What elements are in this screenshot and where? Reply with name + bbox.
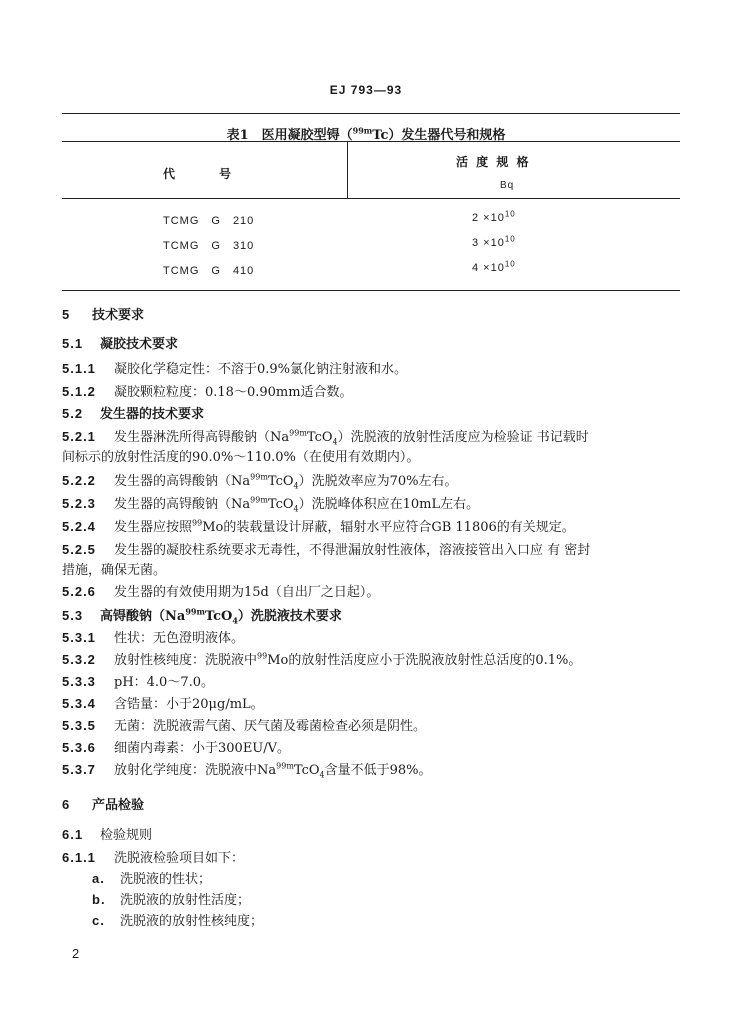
clause-5-3-3: 5.3.3 pH：4.0～7.0。 — [62, 674, 215, 690]
section-5-heading: 5 技术要求 — [62, 307, 145, 323]
clause-5-2-5: 5.2.5 发生器的凝胶柱系统要求无毒性，不得泄漏放射性液体，溶液接管出入口应 有 密封 — [62, 542, 591, 558]
table-row-activity: $3 \times 10^{10}$ — [472, 234, 516, 249]
section-5-2-heading: 5.2 发生器的技术要求 — [62, 406, 205, 422]
table-row-activity: $4 \times 10^{10}$ — [472, 259, 516, 274]
table-column-divider — [347, 141, 348, 198]
list-item: a. 洗脱液的性状； — [92, 871, 212, 887]
clause-5-2-1: 5.2.1 发生器淋洗所得高锝酸钠$(Na^{99m}TcO_4)$洗脱液的放射性活度应为检验证 书记载时 — [62, 428, 589, 447]
section-5-3-heading: 5.3 高锝酸钠$(Na^{99m}TcO_4)$洗脱液技术要求 — [62, 606, 342, 626]
clause-5-3-7: 5.3.7 放射化学纯度：洗脱液中$Na^{99m}TcO_4$含量不低于98%。 — [62, 761, 432, 780]
section-6-heading: 6 产品检验 — [62, 797, 145, 813]
table-header-rule — [62, 198, 680, 199]
section-5-1-heading: 5.1 凝胶技术要求 — [62, 336, 179, 352]
table-header-unit: Bq — [500, 180, 515, 191]
clause-5-2-1-continued: 间标示的放射性活度的90.0%～110.0%（在使用有效期内）。 — [62, 450, 420, 465]
clause-5-3-5: 5.3.5 无菌：洗脱液需气菌、厌气菌及霉菌检查必须是阴性。 — [62, 718, 427, 734]
table-row-code: TCMG G 210 — [163, 215, 255, 227]
clause-5-1-2: 5.1.2 凝胶颗粒粒度：0.18～0.90mm适合数。 — [62, 384, 353, 400]
clause-5-2-4: 5.2.4 发生器应按照$^{99}$Mo的装载量设计屏蔽，辐射水平应符合GB 11806的有关规定。 — [62, 518, 575, 535]
clause-5-2-5-continued: 措施，确保无菌。 — [62, 563, 167, 578]
table-header-activity: 活 度 规 格 — [456, 155, 531, 169]
clause-5-3-4: 5.3.4 含锆量：小于20μg/mL。 — [62, 696, 264, 712]
table-row-code: TCMG G 310 — [163, 240, 255, 252]
table-caption: 表1 医用凝胶型锝（$^{99m}$Tc）发生器代号和规格 — [226, 125, 506, 143]
clause-5-2-2: 5.2.2 发生器的高锝酸钠$(Na^{99m}TcO_4)$洗脱效率应为70%左右。 — [62, 472, 458, 491]
table-header-code: 代 号 — [163, 167, 234, 181]
clause-5-2-6: 5.2.6 发生器的有效使用期为15d（自出厂之日起）。 — [62, 584, 380, 600]
table-row-activity: $2 \times 10^{10}$ — [472, 209, 516, 224]
table-row-code: TCMG G 410 — [163, 265, 255, 277]
document-header: EJ 793—93 — [329, 83, 403, 97]
clause-5-3-6: 5.3.6 细菌内毒素：小于300EU/V。 — [62, 740, 291, 756]
clause-5-2-3: 5.2.3 发生器的高锝酸钠$(Na^{99m}TcO_4)$洗脱峰体积应在10mL左右。 — [62, 495, 480, 514]
clause-5-3-1: 5.3.1 性状：无色澄明液体。 — [62, 630, 245, 646]
list-item: b. 洗脱液的放射性活度； — [92, 892, 251, 908]
table-bottom-rule — [62, 290, 680, 291]
page-number: 2 — [72, 946, 80, 961]
table-top-rule — [62, 141, 680, 142]
clause-5-1-1: 5.1.1 凝胶化学稳定性：不溶于0.9%氯化钠注射液和水。 — [62, 361, 408, 377]
list-item: c. 洗脱液的放射性核纯度； — [92, 913, 264, 929]
clause-6-1-1: 6.1.1 洗脱液检验项目如下： — [62, 850, 245, 866]
clause-5-3-2: 5.3.2 放射性核纯度：洗脱液中$^{99}$Mo的放射性活度应小于洗脱液放射性总活度的0.1%。 — [62, 651, 582, 668]
header-rule — [62, 113, 680, 114]
clause-6-1: 6.1 检验规则 — [62, 827, 153, 843]
